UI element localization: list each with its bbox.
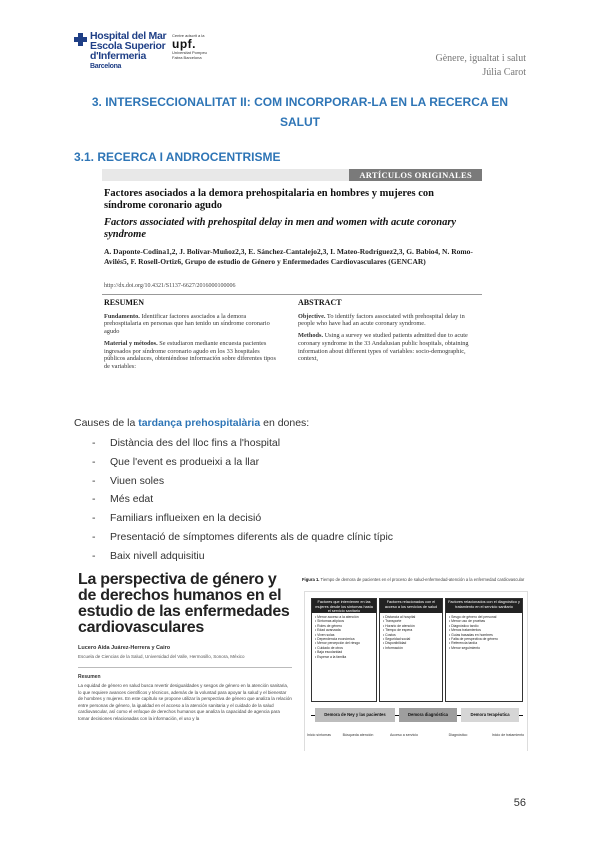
logo-city: Barcelona	[90, 63, 122, 70]
figure-item: • Disponibilidad	[383, 641, 407, 646]
list-item-text: Més edat	[110, 493, 154, 506]
figure-column-head: Factores que intervienen en las mujeres desde los síntomas hasta el servicio sanitario	[312, 599, 376, 613]
causes-intro	[74, 417, 309, 429]
list-item: - Familiars influeixen en la decisió	[92, 512, 262, 525]
upf-logo-text: upf.	[172, 37, 196, 51]
figure-image	[302, 577, 530, 751]
figure-caption-text: Tiempo de demora de pacientes en el proceso de salud-enfermedad-atención a la enfermedad cardiovascular	[320, 577, 525, 582]
list-item: - Presentació de símptomes diferents als de quadre clínic típic	[92, 530, 394, 543]
paper2-resumen-heading: Resumen	[78, 674, 101, 680]
logo-line-1: Hospital del Mar	[90, 30, 167, 42]
figure-item: • Edad avanzada	[315, 628, 341, 633]
page-number: 56	[513, 797, 526, 809]
list-item-text: Distància des del lloc fins a l'hospital	[110, 437, 281, 449]
abstract-p1-label: Objective.	[298, 312, 326, 320]
paper2-affiliation: Escuela de Ciencias de la Salud, Universidad del Valle, Hermosillo, Sonora, México	[78, 654, 245, 659]
cross-icon	[74, 33, 87, 46]
list-item: - Baix nivell adquisitiu	[92, 549, 205, 562]
figure-timeline-bar-2: Demora diagnóstica	[399, 708, 457, 722]
paper2-divider	[78, 667, 292, 668]
abstract-heading: ABSTRACT	[298, 298, 342, 307]
abstract-p1	[298, 313, 476, 328]
paper2-author: Lucero Aída Juárez-Herrera y Cairo	[78, 645, 171, 651]
resumen-column	[104, 299, 282, 375]
article-image	[98, 165, 484, 385]
figure-item: • Esperar a la familia	[315, 654, 347, 659]
article-divider	[102, 294, 482, 295]
figure-column-3	[445, 598, 523, 702]
list-item-text: Presentació de símptomes diferents als de quadre clínic típic	[110, 530, 394, 543]
figure-item: • Menor percepción del riesgo	[315, 641, 360, 646]
figure-column-head: Factores relacionados con el diagnóstico y tratamiento en el servicio sanitario	[446, 599, 522, 613]
figure-item: • Falta de perspectiva de género	[449, 637, 498, 642]
list-item-text: Baix nivell adquisitiu	[110, 549, 205, 562]
abstract-column	[298, 299, 476, 367]
paper2-resumen-body: La equidad de género en salud busca revertir desigualdades y sesgos de género en la atención sanitaria, lo que requiere avances científicos y técnicos, además de la voluntad para apoyar la salud y el bienestar de hombres y mujeres. En este capítulo se propone utilizar la perspectiva de género que analiza la relación entre personas de género, la igualdad en el acceso a la atención sanitaria y el cuidado de la salud cardiovascular, así como el enfoque de derechos humanos que analiza la capacidad de agencia para tomar decisiones relacionadas con la información, el uso y la	[78, 683, 292, 721]
list-item: - Viuen soles	[92, 474, 165, 487]
figure-caption-label: Figura 1.	[302, 577, 320, 582]
causes-prefix: Causes de la	[74, 417, 139, 429]
list-item-text: Que l'event es produeixi a la llar	[110, 455, 260, 468]
figure-column-items	[380, 613, 442, 652]
figure-column-head: Factores relacionados con el acceso a los servicios de salud	[380, 599, 442, 613]
figure-timeline-bar-1: Demora de Ney y las pacientes	[315, 708, 395, 722]
list-item-text: Familiars influeixen en la decisió	[110, 512, 262, 525]
chapter-title: 3. INTERSECCIONALITAT II: COM INCORPORAR-LA EN LA RECERCA EN SALUT	[91, 95, 509, 129]
figure-item: • Referencia tardía	[449, 641, 478, 646]
hospital-logo	[74, 31, 174, 72]
figure-item: • Menor seguimiento	[449, 645, 480, 650]
upf-logo	[172, 33, 216, 63]
causes-suffix: en dones:	[260, 417, 310, 429]
figure-item: • Baja escolaridad	[315, 650, 343, 655]
list-item-text: Viuen soles	[110, 474, 165, 487]
article-doi: http://dx.doi.org/10.4321/S1137-6627/2016000100006	[104, 283, 236, 289]
figure-endpoint: Inicio síntomas	[307, 733, 331, 737]
resumen-p2-label: Material y métodos.	[104, 339, 158, 347]
running-header	[435, 52, 526, 80]
list-item: - Que l'event es produeixi a la llar	[92, 455, 260, 468]
section-title: 3.1. RECERCA I ANDROCENTRISME	[74, 150, 281, 164]
doc-title: Gènere, igualtat i salut	[435, 53, 526, 64]
figure-item: • Síntomas atípicos	[315, 619, 345, 624]
figure-item: • Transporte	[383, 619, 402, 624]
article-header-band	[102, 169, 482, 181]
figure-endpoint: Acceso a servicio	[390, 733, 418, 737]
abstract-p2-label: Methods.	[298, 332, 324, 340]
figure-column-1	[311, 598, 377, 702]
figure-diagram	[304, 591, 528, 751]
paper2-title: La perspectiva de género y de derechos humanos en el estudio de las enfermedades cardiovasculares	[78, 572, 290, 636]
figure-endpoint: Diagnóstico	[448, 733, 468, 737]
figure-item: • Tiempo de espera	[383, 628, 413, 633]
figure-item: • Cuidado de otros	[315, 645, 343, 650]
doc-author: Júlia Carot	[482, 67, 526, 78]
article-category: ARTÍCULOS ORIGINALES	[349, 169, 482, 181]
article-authors: A. Daponte-Codina1,2, J. Bolívar-Muñoz2,3, E. Sánchez-Cantalejo2,3, I. Mateo-Rodríguez2,3, G. Babio4, N. Romo-Avilés5, F. Rosell-Ortiz6, Grupo de estudio de Género y Enfermedades Cardiovasculares (GENCAR)	[104, 247, 473, 266]
abstract-p2-text: Using a survey we studied patients admitted due to acute coronary syndrome in the 33 Andalusian public hospitals, obtaining information about different types of variables: socio-demographic, context,	[298, 332, 469, 363]
figure-timeline-bar-3: Demora terapéutica	[461, 708, 519, 722]
resumen-p1-text: Identificar factores asociados a la demora prehospitalaria en personas que han tenido un síndrome coronario agudo	[104, 312, 270, 336]
logo-line-2: Escola Superior	[90, 40, 166, 52]
figure-item: • Menor uso de pruebas	[449, 619, 486, 624]
figure-item: • Menos tratamientos	[449, 628, 481, 633]
resumen-p2	[104, 340, 282, 371]
figure-item: • Viven solas	[315, 632, 335, 637]
figure-caption	[302, 577, 528, 582]
upf-logo-sub: Universitat Pompeu Fabra Barcelona	[172, 50, 207, 60]
figure-item: • Diagnóstico tardío	[449, 623, 479, 628]
article-title-es: Factores asociados a la demora prehospitalaria en hombres y mujeres con síndrome coronario agudo	[104, 188, 434, 211]
figure-endpoint: Búsqueda atención	[342, 733, 374, 737]
paper2-image	[78, 572, 292, 752]
article-title-en: Factors associated with prehospital delay in men and women with acute coronary syndrome	[104, 217, 457, 240]
resumen-p1-label: Fundamento.	[104, 312, 140, 320]
figure-item: • Horario de atención	[383, 623, 415, 628]
upf-logo-small: Centre adscrit a la	[172, 33, 205, 38]
resumen-p2-text: Se estudiaron mediante encuesta pacientes ingresados por síndrome coronario agudo en los 33 hospitales públicos andaluces, obteniéndose información sobre diferentes tipos de variables:	[104, 339, 276, 370]
figure-column-items	[446, 613, 522, 652]
figure-item: • Costos	[383, 632, 396, 637]
figure-item: • Distancia al hospital	[383, 615, 416, 619]
figure-item: • Seguridad social	[383, 637, 411, 642]
figure-column-items	[312, 613, 376, 661]
resumen-p1	[104, 313, 282, 336]
figure-column-2	[379, 598, 443, 702]
figure-item: • Dependencia económica	[315, 637, 355, 642]
list-item: - Distància des del lloc fins a l'hospital	[92, 437, 281, 449]
list-item: - Més edat	[92, 493, 154, 506]
abstract-p2	[298, 332, 476, 363]
figure-item: • Guías basadas en hombres	[449, 632, 493, 637]
figure-item: • Información	[383, 645, 403, 650]
causes-list	[92, 434, 393, 566]
figure-item: • Menor acceso a la atención	[315, 615, 359, 619]
causes-highlight: tardança prehospitalària	[138, 417, 261, 429]
logo-line-3: d'Infermeria	[90, 50, 147, 62]
figure-item: • Sesgo de género del personal	[449, 615, 497, 619]
figure-item: • Roles de género	[315, 623, 343, 628]
figure-endpoint: Inicio de tratamiento	[491, 733, 525, 737]
abstract-p1-text: To identify factors associated with prehospital delay in people who have had an acute coronary syndrome.	[298, 312, 465, 328]
resumen-heading: RESUMEN	[104, 298, 145, 307]
